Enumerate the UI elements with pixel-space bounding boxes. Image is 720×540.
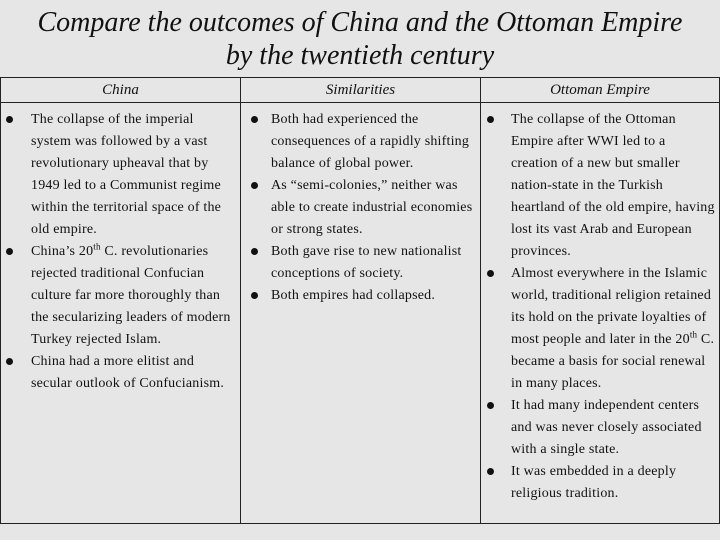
bullet-item: It was embedded in a deeply religious tradition. (481, 461, 719, 505)
bullet-item: As “semi-colonies,” neither was able to create industrial economies or strong states. (241, 175, 480, 241)
bullet-icon (6, 358, 13, 365)
title-line-1: Compare the outcomes of China and the Ottoman Empire (37, 7, 683, 38)
bullet-item: It had many independent centers and was never closely associated with a single state. (481, 395, 719, 461)
bullet-item: Both had experienced the consequences of a rapidly shifting balance of global power. (241, 109, 480, 175)
slide-title (0, 6, 720, 72)
similarities-list (241, 109, 480, 307)
china-cell (1, 103, 241, 524)
column-header-ottoman: Ottoman Empire (481, 78, 720, 103)
comparison-table (0, 77, 720, 524)
bullet-icon (487, 468, 494, 475)
bullet-icon (487, 270, 494, 277)
column-header-similarities: Similarities (241, 78, 481, 103)
bullet-item: The collapse of the imperial system was followed by a vast revolutionary upheaval that by 1949 led to a Communist regime within the territorial space of the old empire. (1, 109, 240, 241)
title-line-2: by the twentieth century (225, 40, 495, 71)
bullet-icon (251, 292, 258, 299)
bullet-item: Both empires had collapsed. (241, 285, 480, 307)
bullet-icon (251, 116, 258, 123)
bullet-item: China’s 20th C. revolutionaries rejected traditional Confucian culture far more thoroughly than the secularizing leaders of modern Turkey rejected Islam. (1, 241, 240, 351)
china-list (1, 109, 240, 395)
bullet-item: Almost everywhere in the Islamic world, traditional religion retained its hold on the private loyalties of most people and later in the 20th C. became a basis for social renewal in many places. (481, 263, 719, 395)
ottoman-list (481, 109, 719, 505)
similarities-cell (241, 103, 481, 524)
bullet-item: China had a more elitist and secular outlook of Confucianism. (1, 351, 240, 395)
bullet-icon (487, 116, 494, 123)
bullet-icon (487, 402, 494, 409)
bullet-item: The collapse of the Ottoman Empire after WWI led to a creation of a new but smaller nation-state in the Turkish heartland of the old empire, having lost its vast Arab and European provinces. (481, 109, 719, 263)
bullet-item: Both gave rise to new nationalist conceptions of society. (241, 241, 480, 285)
ottoman-cell (481, 103, 720, 524)
bullet-icon (6, 116, 13, 123)
column-header-china: China (1, 78, 241, 103)
bullet-icon (251, 248, 258, 255)
header-row (1, 78, 720, 103)
content-row (1, 103, 720, 524)
bullet-icon (251, 182, 258, 189)
bullet-icon (6, 248, 13, 255)
